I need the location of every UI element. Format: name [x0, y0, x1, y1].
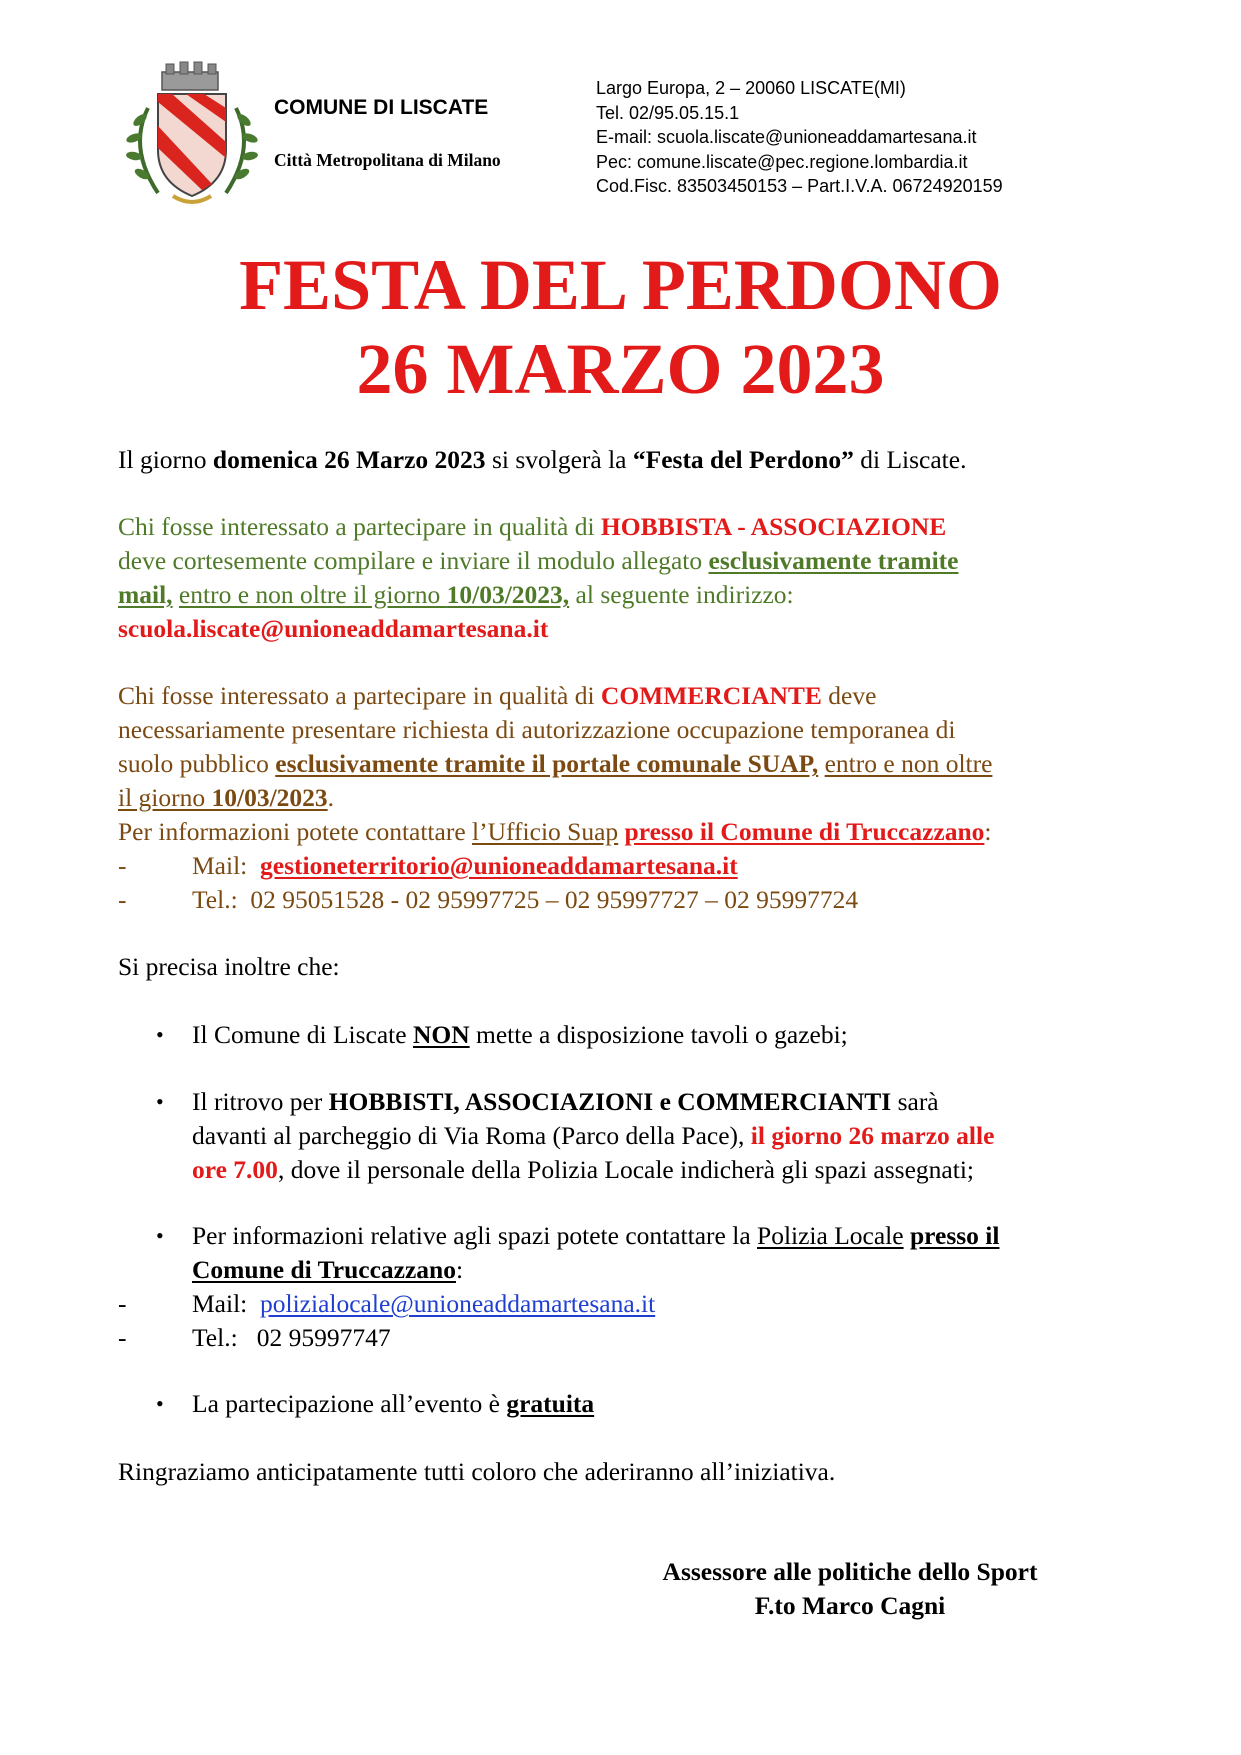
page-title [0, 243, 1241, 411]
comune-name: COMUNE DI LISCATE [274, 96, 489, 119]
hobbisti-line-3: mail, entro e non oltre il giorno 10/03/2023, al seguente indirizzo: [118, 580, 794, 609]
tel-line: Tel. 02/95.05.15.1 [596, 102, 740, 123]
thanks-text: Ringraziamo anticipatamente tutti coloro che aderiranno all’iniziativa. [118, 1457, 836, 1486]
polizia-mail-link[interactable]: polizialocale@unioneaddamartesana.it [260, 1289, 656, 1318]
codfisc-line: Cod.Fisc. 83503450153 – Part.I.V.A. 06724920159 [596, 176, 1003, 196]
contact-block [596, 76, 1003, 199]
address-line: Largo Europa, 2 – 20060 LISCATE(MI) [596, 78, 906, 98]
signature-role: Assessore alle politiche dello Sport [662, 1557, 1038, 1586]
commercianti-line-5: Per informazioni potete contattare l’Ufficio Suap presso il Comune di Truccazzano: [118, 817, 992, 846]
hobbisti-email[interactable]: scuola.liscate@unioneaddamartesana.it [118, 614, 549, 643]
commercianti-line-3: suolo pubblico esclusivamente tramite il portale comunale SUAP, entro e non oltre [118, 749, 993, 778]
commercianti-line-1: Chi fosse interessato a partecipare in qualità di COMMERCIANTE deve [118, 681, 877, 710]
commercianti-line-2: necessariamente presentare richiesta di autorizzazione occupazione temporanea di [118, 715, 956, 744]
commercianti-line-4: il giorno 10/03/2023. [118, 783, 335, 812]
title-line-2: 26 MARZO 2023 [356, 329, 885, 409]
crest-icon [118, 58, 266, 208]
hobbisti-line-2: deve cortesemente compilare e inviare il modulo allegato esclusivamente tramite [118, 546, 959, 575]
coat-of-arms-logo [118, 58, 266, 208]
suap-mail-link[interactable]: gestioneterritorio@unioneaddamartesana.it [260, 851, 738, 880]
hobbisti-line-1: Chi fosse interessato a partecipare in qualità di HOBBISTA - ASSOCIAZIONE [118, 512, 947, 541]
hobbisti-paragraph [118, 510, 958, 646]
city-name: Città Metropolitana di Milano [274, 150, 501, 170]
email-line: E-mail: scuola.liscate@unioneaddamartesana.it [596, 127, 977, 147]
signature-block [600, 1555, 1100, 1623]
commercianti-paragraph [118, 679, 992, 849]
title-line-1: FESTA DEL PERDONO [239, 245, 1002, 325]
precisa-heading: Si precisa inoltre che: [118, 952, 340, 981]
signature-name: F.to Marco Cagni [754, 1591, 946, 1620]
pec-line: Pec: comune.liscate@pec.regione.lombardia.it [596, 151, 968, 172]
intro-paragraph: Il giorno domenica 26 Marzo 2023 si svolgerà la “Festa del Perdono” di Liscate. [118, 445, 967, 474]
